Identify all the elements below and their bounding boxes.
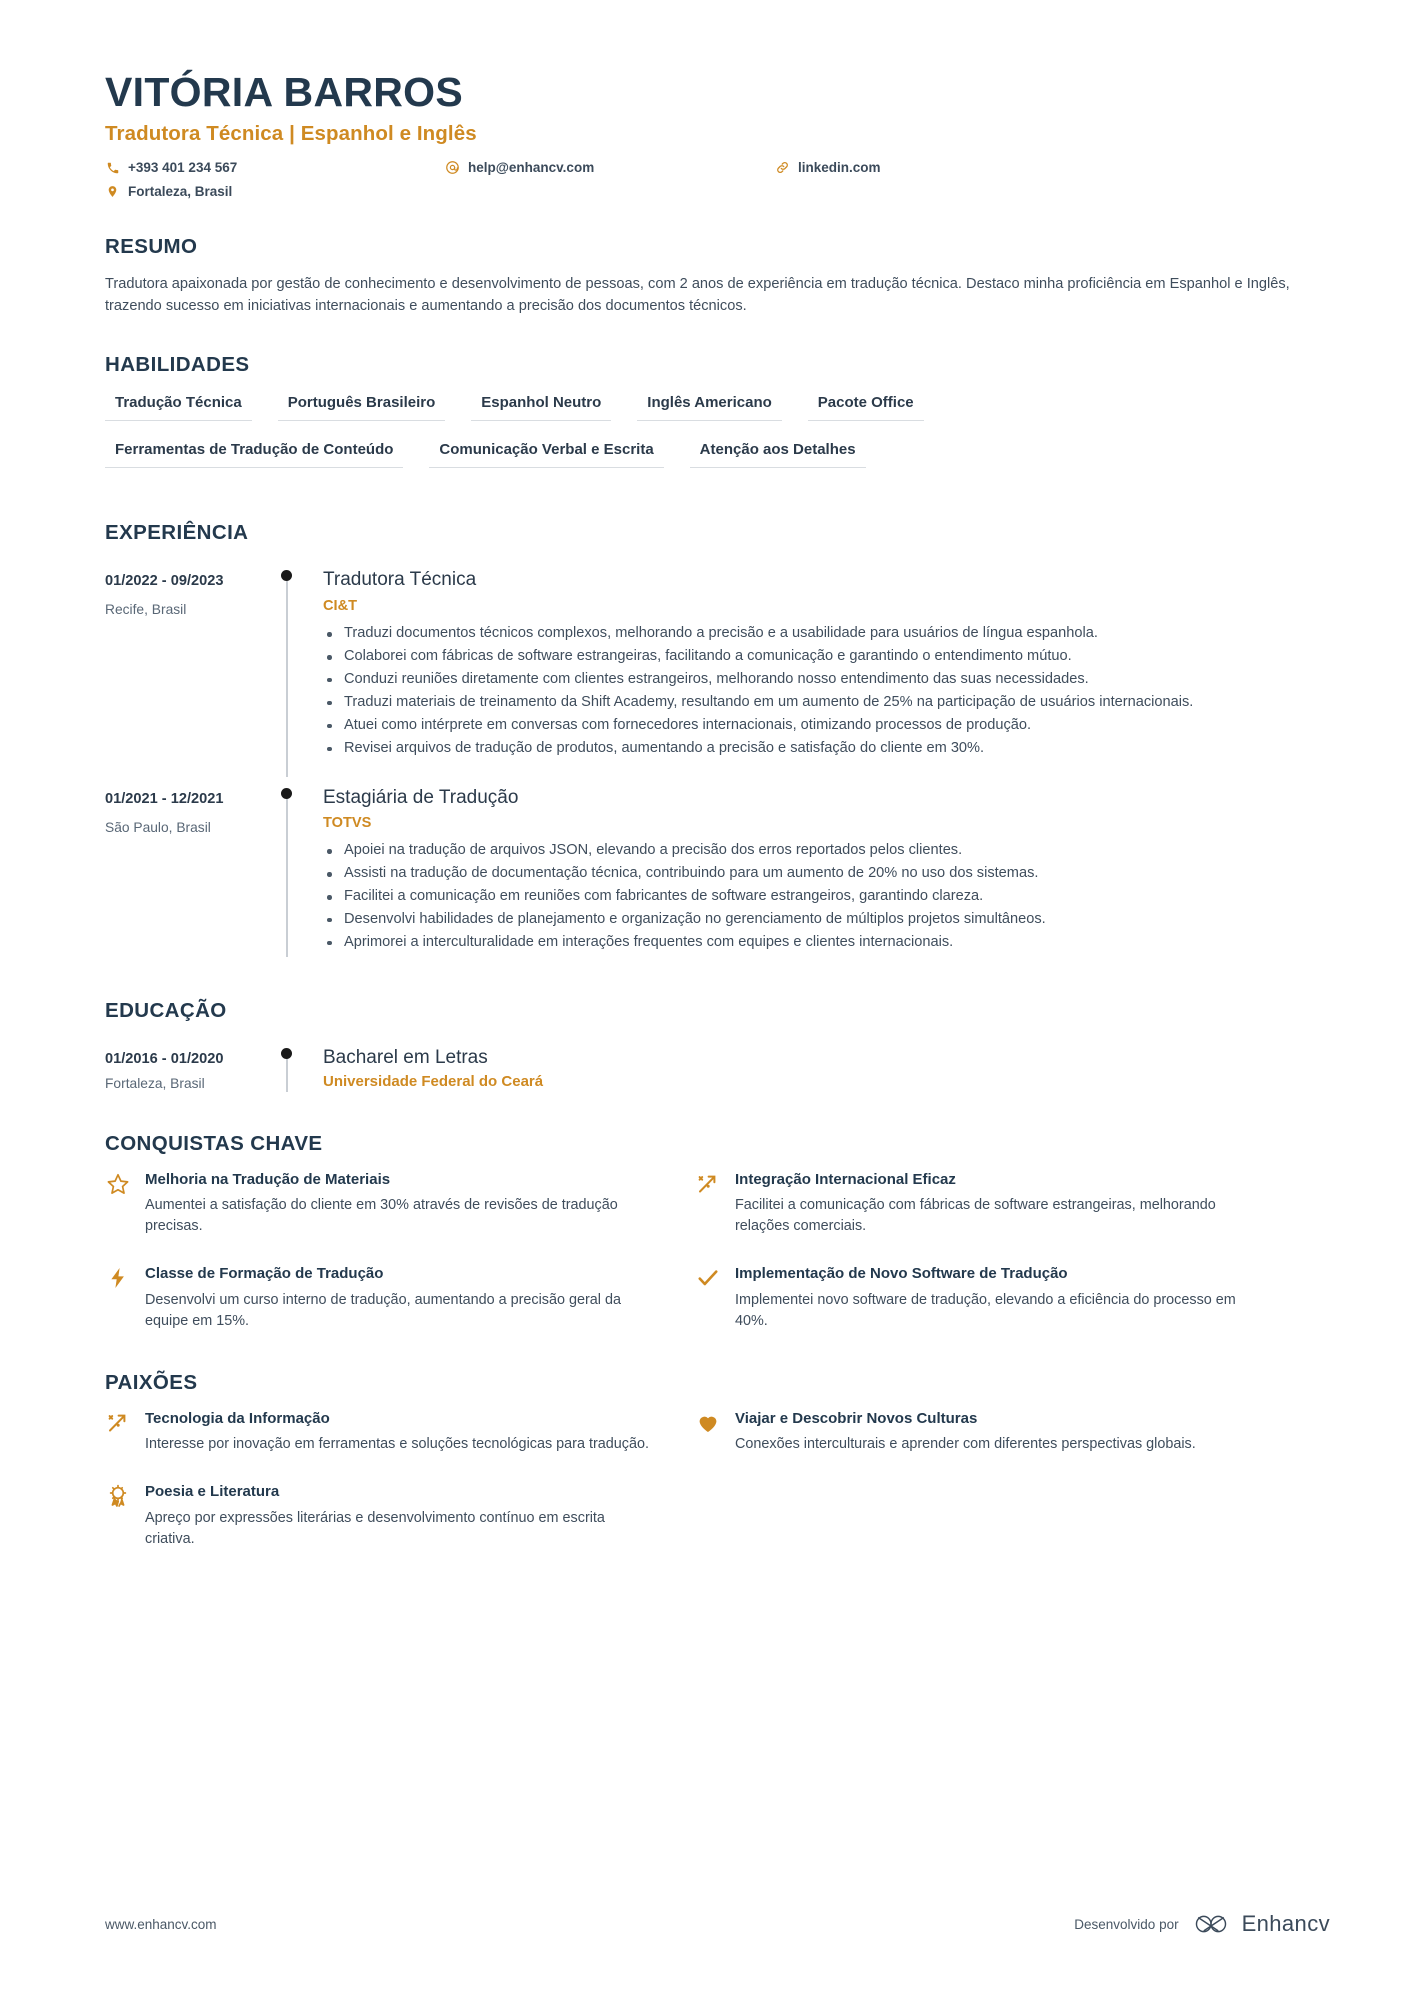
- experience-body: [323, 559, 1330, 776]
- enhancv-wordmark: Enhancv: [1241, 1911, 1330, 1936]
- section-title-passions: PAIXÕES: [105, 1370, 198, 1394]
- timeline-line: [286, 797, 288, 957]
- education-degree: Bacharel em Letras: [323, 1046, 488, 1068]
- page-title: VITÓRIA BARROS: [105, 69, 464, 115]
- education-school: Universidade Federal do Ceará: [323, 1072, 544, 1090]
- contact-location-value: Fortaleza, Brasil: [128, 184, 233, 200]
- education-meta: [105, 1037, 275, 1106]
- skill-tag: Comunicação Verbal e Escrita: [429, 438, 663, 468]
- education-item: [105, 1037, 1330, 1106]
- education-date: 01/2016 - 01/2020: [105, 1050, 224, 1067]
- experience-bullets: [323, 840, 1330, 953]
- skill-tag: Pacote Office: [808, 391, 924, 421]
- footer-brand-group: [1074, 1911, 1330, 1937]
- achievements-list: [105, 1170, 1285, 1359]
- footer-url[interactable]: www.enhancv.com: [105, 1916, 217, 1932]
- email-icon: [445, 160, 460, 175]
- achievement-desc: Desenvolvi um curso interno de tradução, aumentando a precisão geral da equipe em 15%.: [145, 1291, 621, 1329]
- section-achievements: [105, 1132, 1330, 1359]
- passion-desc: Interesse por inovação em ferramentas e soluções tecnológicas para tradução.: [145, 1436, 649, 1453]
- experience-bullet: Facilitei a comunicação em reuniões com fabricantes de software estrangeiros, garantindo clareza.: [323, 886, 1313, 908]
- timeline-dot: [281, 788, 292, 799]
- location-icon: [105, 184, 120, 199]
- section-passions: [105, 1371, 1330, 1577]
- contact-phone[interactable]: [105, 157, 445, 178]
- section-title-achievements: CONQUISTAS CHAVE: [105, 1131, 323, 1155]
- resume-header: [105, 70, 1330, 205]
- skills-list: [105, 391, 1145, 485]
- check-icon: [695, 1264, 721, 1290]
- passion-item: [105, 1409, 695, 1456]
- contact-linkedin[interactable]: [775, 157, 1035, 178]
- trending-up-icon: [105, 1409, 131, 1435]
- experience-bullet: Revisei arquivos de tradução de produtos, aumentando a precisão e satisfação do cliente em 30%.: [323, 738, 1313, 760]
- section-experience: [105, 521, 1330, 970]
- experience-body: [323, 777, 1330, 971]
- link-icon: [775, 160, 790, 175]
- passion-item: [105, 1482, 695, 1550]
- contact-email[interactable]: [445, 157, 775, 178]
- contact-email-value: help@enhancv.com: [468, 160, 595, 176]
- page-footer: [105, 1911, 1330, 1937]
- section-summary: [105, 235, 1330, 317]
- experience-bullet: Aprimorei a interculturalidade em interações frequentes com equipes e clientes internacionais.: [323, 932, 1313, 954]
- passion-title: Viajar e Descobrir Novos Culturas: [735, 1409, 978, 1427]
- experience-bullet: Traduzi materiais de treinamento da Shift Academy, resultando em um aumento de 25% na participação de usuários internacionais.: [323, 692, 1313, 714]
- experience-bullets: [323, 623, 1330, 759]
- passion-desc: Conexões interculturais e aprender com diferentes perspectivas globais.: [735, 1436, 1196, 1453]
- experience-bullet: Conduzi reuniões diretamente com clientes estrangeiros, melhorando nosso entendimento das suas necessidades.: [323, 669, 1313, 691]
- experience-location: Recife, Brasil: [105, 602, 187, 618]
- skill-tag: Português Brasileiro: [278, 391, 446, 421]
- experience-meta: [105, 559, 275, 776]
- experience-item: [105, 559, 1330, 776]
- timeline-dot: [281, 570, 292, 581]
- heart-icon: [695, 1409, 721, 1435]
- timeline-axis: [275, 1037, 323, 1106]
- award-icon: [105, 1482, 131, 1508]
- timeline-axis: [275, 559, 323, 776]
- passion-title: Tecnologia da Informação: [145, 1409, 330, 1427]
- education-body: [323, 1037, 1330, 1106]
- enhancv-logo: [1190, 1911, 1330, 1937]
- experience-meta: [105, 777, 275, 971]
- contact-list: [105, 157, 1065, 205]
- experience-location: São Paulo, Brasil: [105, 819, 211, 835]
- skill-tag: Ferramentas de Tradução de Conteúdo: [105, 438, 403, 468]
- bolt-icon: [105, 1264, 131, 1290]
- summary-text: Tradutora apaixonada por gestão de conhecimento e desenvolvimento de pessoas, com 2 anos de experiência em tradução técnica. Destaco minha proficiência em Espanhol e Inglês, trazendo sucesso em iniciativas internacionais e aumentando a precisão dos documentos técnicos.: [105, 276, 1290, 315]
- passion-title: Poesia e Literatura: [145, 1483, 280, 1501]
- star-icon: [105, 1170, 131, 1196]
- passion-item: [695, 1409, 1285, 1456]
- achievement-desc: Facilitei a comunicação com fábricas de software estrangeiras, melhorando relações comerciais.: [735, 1197, 1216, 1235]
- timeline-axis: [275, 777, 323, 971]
- experience-bullet: Apoiei na tradução de arquivos JSON, elevando a precisão dos erros reportados pelos clientes.: [323, 840, 1313, 862]
- achievement-title: Classe de Formação de Tradução: [145, 1265, 384, 1283]
- phone-icon: [105, 160, 120, 175]
- section-title-experience: EXPERIÊNCIA: [105, 521, 249, 545]
- section-title-summary: RESUMO: [105, 235, 198, 259]
- skill-tag: Tradução Técnica: [105, 391, 252, 421]
- trending-up-icon: [695, 1170, 721, 1196]
- contact-phone-value: +393 401 234 567: [128, 160, 238, 176]
- skill-tag: Inglês Americano: [637, 391, 781, 421]
- achievement-item: [695, 1170, 1285, 1238]
- section-title-education: EDUCAÇÃO: [105, 998, 227, 1022]
- achievement-title: Implementação de Novo Software de Tradução: [735, 1265, 1068, 1283]
- experience-company: CI&T: [323, 598, 358, 615]
- achievement-title: Integração Internacional Eficaz: [735, 1170, 956, 1188]
- experience-bullet: Atuei como intérprete em conversas com fornecedores internacionais, otimizando processos de produção.: [323, 715, 1313, 737]
- contact-location[interactable]: [105, 181, 445, 202]
- passions-list: [105, 1409, 1285, 1577]
- experience-bullet: Traduzi documentos técnicos complexos, melhorando a precisão e a usabilidade para usuários de língua espanhola.: [323, 623, 1313, 645]
- education-location: Fortaleza, Brasil: [105, 1075, 205, 1091]
- experience-company: TOTVS: [323, 815, 372, 832]
- enhancv-mark-icon: [1190, 1911, 1232, 1937]
- experience-bullet: Colaborei com fábricas de software estrangeiras, facilitando a comunicação e garantindo o entendimento mútuo.: [323, 646, 1313, 668]
- skill-tag: Espanhol Neutro: [471, 391, 611, 421]
- section-education: [105, 999, 1330, 1106]
- timeline-line: [286, 1057, 288, 1092]
- footer-powered-by: Desenvolvido por: [1074, 1916, 1179, 1932]
- experience-date: 01/2022 - 09/2023: [105, 573, 224, 590]
- headline: Tradutora Técnica | Espanhol e Inglês: [105, 122, 477, 146]
- contact-linkedin-value: linkedin.com: [798, 160, 881, 176]
- timeline-line: [286, 579, 288, 776]
- passion-desc: Apreço por expressões literárias e desenvolvimento contínuo em escrita criativa.: [145, 1509, 605, 1547]
- achievement-desc: Implementei novo software de tradução, elevando a eficiência do processo em 40%.: [735, 1291, 1236, 1329]
- section-skills: [105, 353, 1330, 485]
- achievement-item: [105, 1264, 695, 1332]
- experience-date: 01/2021 - 12/2021: [105, 790, 224, 807]
- section-title-skills: HABILIDADES: [105, 353, 250, 377]
- skill-tag: Atenção aos Detalhes: [690, 438, 866, 468]
- achievement-desc: Aumentei a satisfação do cliente em 30% através de revisões de tradução precisas.: [145, 1197, 618, 1235]
- experience-role: Tradutora Técnica: [323, 569, 477, 591]
- achievement-title: Melhoria na Tradução de Materiais: [145, 1170, 391, 1188]
- timeline-dot: [281, 1048, 292, 1059]
- experience-bullet: Desenvolvi habilidades de planejamento e organização no gerenciamento de múltiplos projetos simultâneos.: [323, 909, 1313, 931]
- achievement-item: [695, 1264, 1285, 1332]
- experience-role: Estagiária de Tradução: [323, 786, 519, 808]
- achievement-item: [105, 1170, 695, 1238]
- experience-bullet: Assisti na tradução de documentação técnica, contribuindo para um aumento de 20% no uso dos sistemas.: [323, 863, 1313, 885]
- experience-item: [105, 777, 1330, 971]
